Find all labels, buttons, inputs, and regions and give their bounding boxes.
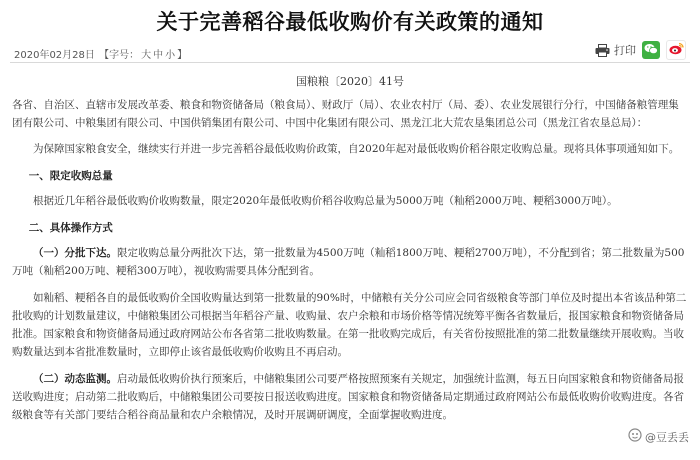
print-label: 打印 <box>614 44 636 57</box>
printer-icon <box>595 44 610 57</box>
item2-paragraph <box>12 370 688 424</box>
font-size-selector <box>98 50 188 61</box>
page-title: 关于完善稻谷最低收购价有关政策的通知 <box>156 10 544 34</box>
item2-text: 启动最低收购价执行预案后，中储粮集团公司要严格按照预案有关规定，加强统计监测，每五日向国家粮食和物资储备局报送收购进度；启动第二批收购后，中储粮集团公司要按日报送收购进度。国家粮食和物资储备局定期通过政府网站公布最低收购价收购进度。各省级粮食等有关部门要结合稻谷商品量和农户余粮情况，及时开展调研调度，全面掌握收购进度。 <box>12 373 684 421</box>
font-size-large[interactable]: 大 <box>141 50 152 61</box>
article-meta <box>14 46 188 61</box>
section1-text: 根据近几年稻谷最低收购价收购数量，限定2020年最低收购价稻谷收购总量为5000万吨（籼稻2000万吨、粳稻3000万吨）。 <box>33 195 618 207</box>
item1-text: 限定收购总量分两批次下达，第一批数量为4500万吨（籼稻1800万吨、粳稻2700万吨），不分配到省；第二批数量为500万吨（籼稻200万吨、粳稻300万吨），视收购需要具体分配到省。 <box>12 247 685 277</box>
weibo-share-button[interactable] <box>666 40 686 60</box>
toolbar <box>595 40 686 60</box>
item1-detail-paragraph: 如籼稻、粳稻各自的最低收购价全国收购量达到第一批数量的90%时，中储粮有关分公司应会同省级粮食等部门单位及时提出本省该品种第二批收购的计划数量建议，中储粮集团公司根据当年稻谷产量、收购量、农户余粮和市场价格等情况统筹平衡各省数量后，报国家粮食和物资储备局批准。国家粮食和物资储备局通过政府网站公布各省第二批收购数量。在第一批收购完成后，有关省份按照批准的第二批数量继续开展收购。当收购数量达到本省批准数量时，立即停止该省最低收购价收购且不再启动。 <box>12 292 687 358</box>
font-size-prefix: 【字号： <box>99 50 140 61</box>
section1-heading: 一、限定收购总量 <box>28 170 113 182</box>
addressees: 各省、自治区、直辖市发展改革委、粮食和物资储备局（粮食局）、财政厅（局）、农业农村厅（局、委）、农业发展银行分行，中国储备粮管理集团有限公司、中粮集团有限公司、中国供销集团有限公司、中国中化集团有限公司、黑龙江北大荒农垦集团总公司（黑龙江省农垦总局）： <box>12 99 679 129</box>
print-button[interactable] <box>595 42 636 58</box>
header-divider <box>10 62 690 63</box>
wechat-share-button[interactable] <box>642 41 660 59</box>
publish-date: 2020年02月28日 <box>14 50 95 61</box>
document-number: 国粮粮〔2020〕41号 <box>296 75 404 88</box>
font-size-suffix: 】 <box>177 50 188 61</box>
item1-title: （一）分批下达。 <box>33 247 117 259</box>
intro-paragraph: 为保障国家粮食安全，继续实行并进一步完善稻谷最低收购价政策，自2020年起对最低收购价稻谷限定收购总量。现将具体事项通知如下。 <box>33 143 680 155</box>
font-size-medium[interactable]: 中 <box>153 50 164 61</box>
watermark-text: @豆丢丢 <box>645 430 689 444</box>
item1-paragraph <box>12 244 688 280</box>
watermark <box>625 427 692 446</box>
item2-title: （二）动态监测。 <box>33 373 117 385</box>
wechat-icon <box>644 43 658 58</box>
watermark-logo-icon <box>628 428 642 445</box>
section2-heading: 二、具体操作方式 <box>28 222 113 234</box>
weibo-icon <box>669 42 684 58</box>
font-size-small[interactable]: 小 <box>165 50 176 61</box>
article-body <box>12 96 688 424</box>
